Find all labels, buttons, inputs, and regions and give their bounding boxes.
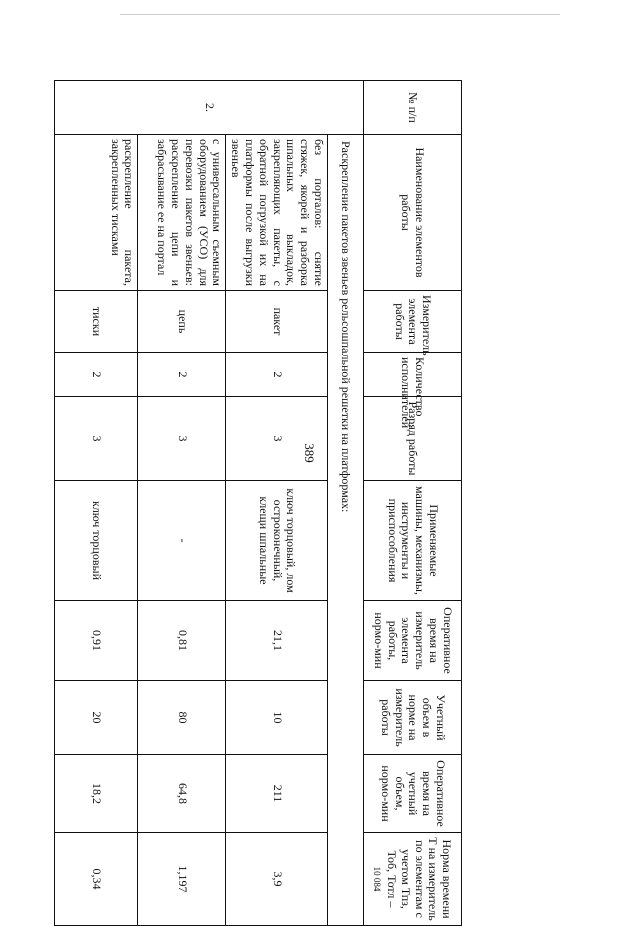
row-unit: тиски [55,291,138,353]
row-tools: ключ торцовый [55,481,138,601]
row-unit: цепь [138,291,226,353]
header-op-time-volume: Оперативное время на учетный объем, нормо-мин [364,755,462,833]
row-name: с универсальным съемным оборудованием (УСО) для перевозки пакетов звеньев: раскрепление цепи и забрасывание ее на портал [138,135,226,291]
row-grade: 3 [55,397,138,481]
row-op-time-volume: 64,8 [138,755,226,833]
row-unit: пакет [226,291,328,353]
table-row [138,81,226,926]
row-tools: - [138,481,226,601]
header-number: № п/п [364,81,462,135]
row-op-time-volume: 211 [226,755,328,833]
header-name: Наименование элементов работы [364,135,462,291]
row-grade: 3 [226,397,328,481]
header-op-time: Оперативное время на измеритель элемента работы, нормо-мин [364,601,462,681]
header-unit: Измеритель элемента работы [364,291,462,353]
row-tools: ключ торцовый, лом остроконечный, клещи шпальные [226,481,328,601]
row-name: раскрепление пакета, закрепленных тисками [55,135,138,291]
page-number: 389 [302,443,317,463]
header-workers: Количество исполнителей [364,353,462,397]
row-norm: 0,34 [55,833,138,926]
header-tools: Применяемые машины, механизмы, инструменты и приспособления [364,481,462,601]
row-norm: 3,9 [226,833,328,926]
item-number: 2. [55,81,364,135]
table-row [55,81,138,926]
row-op-time: 0,91 [55,601,138,681]
row-op-time: 0,81 [138,601,226,681]
header-norm-label: Норма времени Т на измеритель по элементам с учетом Тпз, Тоб, Тотл – [384,837,455,921]
section-title: Раскрепление пакетов звеньев рельсошпальной решетки на платформах: [328,135,364,926]
header-row [364,81,462,926]
row-workers: 2 [55,353,138,397]
header-volume: Учетный объем в норме на измеритель работы [364,681,462,755]
table-row [226,81,328,926]
norms-table [54,80,462,926]
row-volume: 10 [226,681,328,755]
row-name: без порталов: снятие стяжек, якорей и разборка шпальных выкладок, закрепляющих пакеты, с обратной погрузкой их на платформы после выгрузки звеньев [226,135,328,291]
row-workers: 2 [226,353,328,397]
row-grade: 3 [138,397,226,481]
row-workers: 2 [138,353,226,397]
row-op-time-volume: 18,2 [55,755,138,833]
header-norm-cut-text: 10 084 [372,866,383,892]
row-norm: 1,197 [138,833,226,926]
row-op-time: 21,1 [226,601,328,681]
row-volume: 20 [55,681,138,755]
header-grade: Разряд работы [364,397,462,481]
rotated-table-container [69,80,462,921]
row-volume: 80 [138,681,226,755]
section-row [328,81,364,926]
header-norm [364,833,462,926]
top-rule [120,14,560,15]
